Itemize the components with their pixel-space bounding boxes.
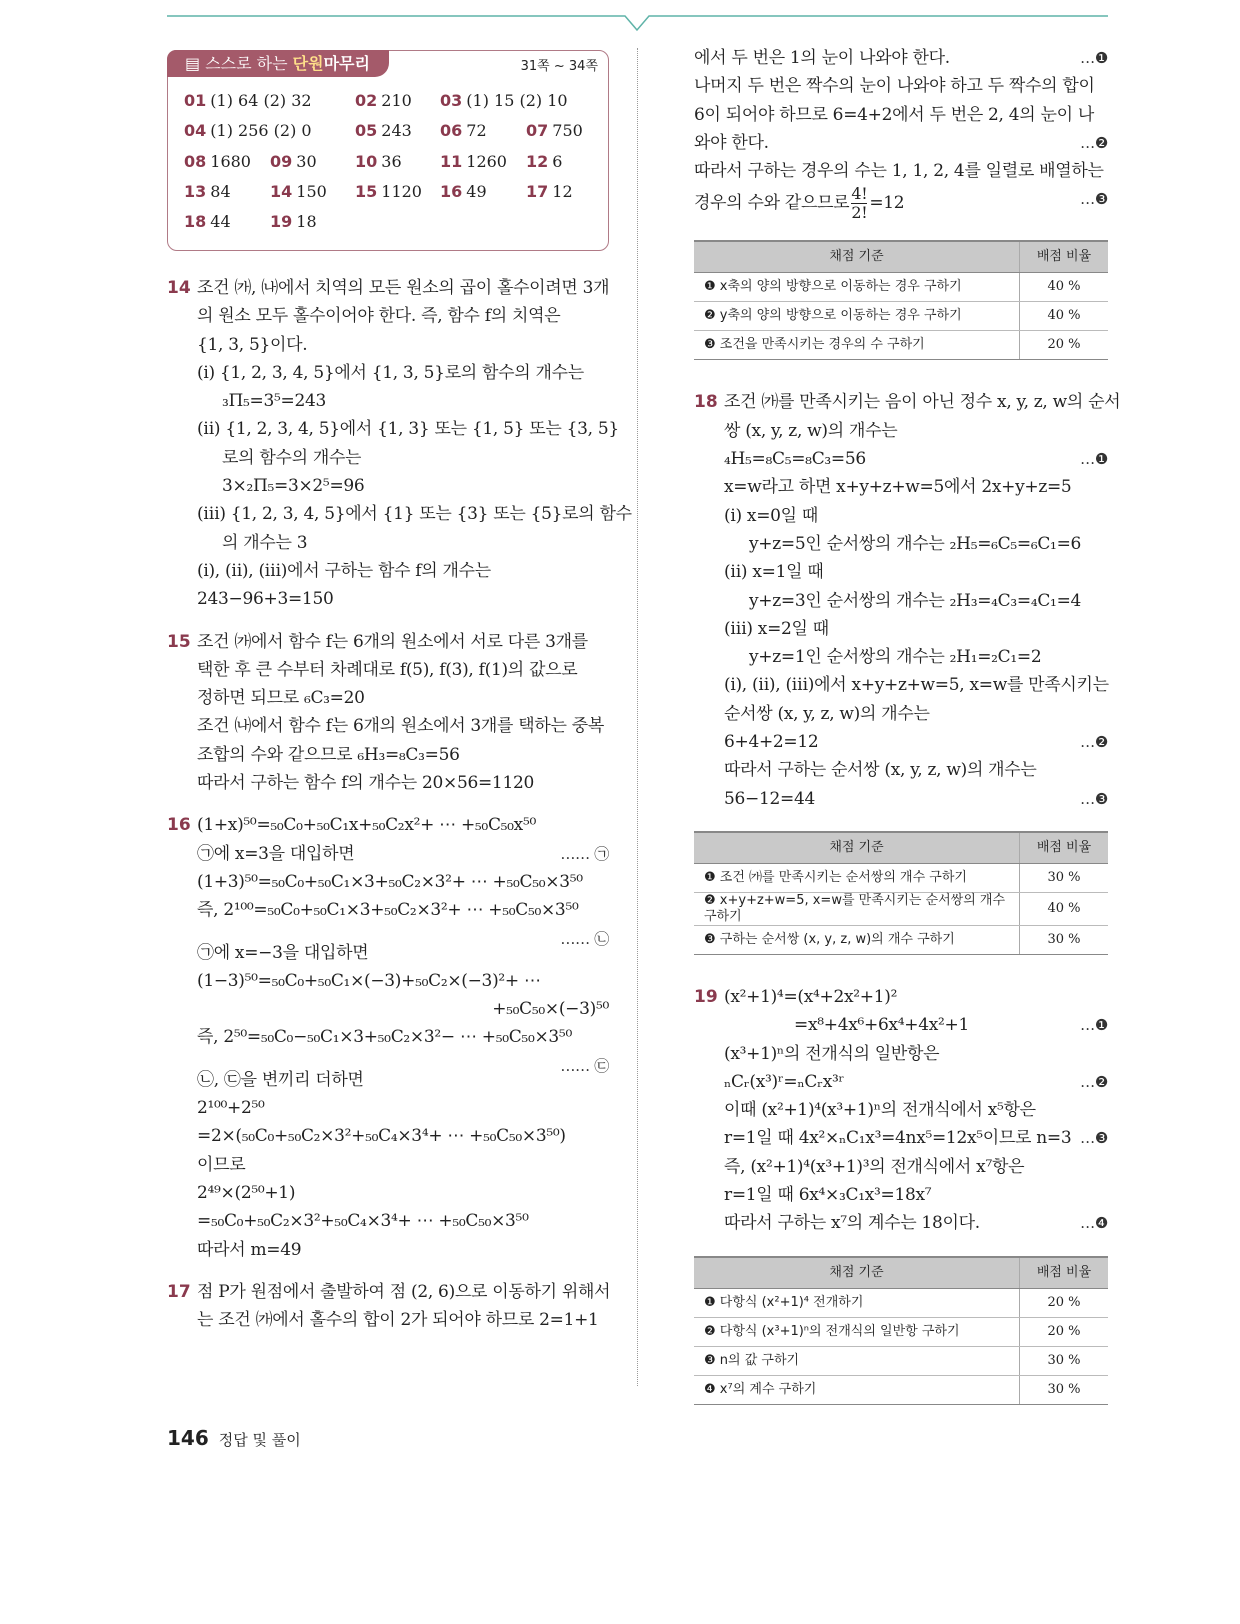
solution-block — [694, 388, 1121, 812]
line-text: 에서 두 번은 1의 눈이 나와야 한다. — [694, 48, 950, 68]
answer-number: 11 — [440, 151, 463, 171]
answer-item — [270, 182, 327, 201]
text-line — [694, 157, 1108, 185]
table-row — [694, 1317, 1108, 1346]
text-line — [167, 557, 609, 585]
criterion-cell: ❸ 조건을 만족시키는 경우의 수 구하기 — [694, 331, 1020, 360]
answer-value: (1) 256 (2) 0 — [210, 121, 312, 141]
text-line — [167, 656, 609, 684]
text-line — [694, 473, 1108, 501]
line-text: 조건 ㈎를 만족시키는 음이 아닌 정수 x, y, z, w의 순서 — [724, 392, 1121, 413]
answer-number: 05 — [355, 121, 378, 141]
line-text: 의 개수는 3 — [222, 532, 308, 553]
answer-value: 750 — [552, 121, 583, 141]
answer-value: 210 — [381, 91, 412, 110]
line-text: ₄H₅=₈C₅=₈C₃=56 — [724, 449, 866, 470]
text-line — [167, 387, 609, 415]
ratio-cell: 20 % — [1020, 331, 1109, 360]
text-line — [167, 444, 609, 472]
fraction — [851, 185, 867, 222]
answer-item — [184, 91, 312, 110]
ratio-cell: 40 % — [1020, 273, 1109, 302]
problem-number: 18 — [694, 392, 718, 413]
text-line — [694, 417, 1108, 445]
line-text: 따라서 구하는 x⁷의 계수는 18이다. — [724, 1213, 980, 1234]
spacer — [167, 1052, 609, 1066]
criterion-cell: ❷ x+y+z+w=5, x=w를 만족시키는 순서쌍의 개수 구하기 — [694, 892, 1020, 925]
text-line — [694, 1181, 1108, 1209]
answer-item — [355, 91, 412, 110]
line-text: 택한 후 큰 수부터 차례대로 f(5), f(3), f(1)의 값으로 — [197, 659, 578, 680]
problem-number: 19 — [694, 986, 718, 1007]
step-marker: …❸ — [1080, 1129, 1108, 1148]
answer-number: 02 — [355, 91, 378, 110]
answer-number: 10 — [355, 151, 378, 171]
text-line — [167, 1179, 609, 1207]
ratio-cell: 30 % — [1020, 1375, 1109, 1404]
page-footer — [167, 1426, 301, 1450]
criterion-cell: ❹ x⁷의 계수 구하기 — [694, 1375, 1020, 1404]
ratio-cell: 40 % — [1020, 892, 1109, 925]
text-line — [694, 700, 1108, 728]
line-text: 조건 ㈎, ㈏에서 치역의 모든 원소의 곱이 홀수이려면 3개 — [197, 278, 610, 298]
text-line — [694, 129, 1108, 157]
text-line — [167, 840, 609, 868]
line-text: (1+3)⁵⁰=₅₀C₀+₅₀C₁×3+₅₀C₂×3²+ ⋯ +₅₀C₅₀×3⁵⁰ — [197, 871, 583, 892]
line-text: 경우의 수와 같으므로 — [694, 193, 850, 214]
line-text: 조건 ㈎에서 함수 f는 6개의 원소에서 서로 다른 3개를 — [197, 631, 588, 652]
step-marker: …❸ — [1080, 789, 1108, 808]
step-marker: …… ㉢ — [560, 1056, 609, 1075]
line-text: (ⅲ) x=2일 때 — [724, 618, 829, 639]
text-line — [694, 44, 1108, 72]
text-line — [167, 359, 609, 387]
step-marker: …❶ — [1080, 450, 1108, 469]
line-text-after: =12 — [869, 193, 905, 214]
line-text: (ⅱ) {1, 2, 3, 4, 5}에서 {1, 3} 또는 {1, 5} 또는 {3, 5} — [197, 419, 619, 440]
text-line — [694, 530, 1108, 558]
table-row — [694, 1288, 1108, 1317]
grading-table — [694, 240, 1108, 360]
answer-item — [184, 121, 312, 140]
solution-block — [694, 983, 1108, 1238]
grading-table — [694, 831, 1108, 955]
answer-number: 07 — [526, 121, 549, 141]
line-text: 따라서 m=49 — [197, 1239, 302, 1260]
table-row — [694, 892, 1108, 925]
ratio-cell: 40 % — [1020, 302, 1109, 331]
text-line — [167, 684, 609, 712]
text-line — [694, 388, 1121, 416]
text-line — [167, 769, 609, 797]
step-marker: …❷ — [1080, 733, 1108, 752]
line-text: 243−96+3=150 — [197, 589, 334, 610]
answer-item — [270, 152, 317, 171]
ratio-cell: 20 % — [1020, 1288, 1109, 1317]
text-line — [167, 1066, 609, 1094]
criterion-cell: ❷ 다항식 (x³+1)ⁿ의 전개식의 일반항 구하기 — [694, 1317, 1020, 1346]
text-line — [694, 785, 1108, 813]
text-line — [167, 331, 609, 359]
line-text: 2¹⁰⁰+2⁵⁰ — [197, 1098, 265, 1119]
answer-summary-box — [167, 50, 609, 251]
answer-number: 13 — [184, 181, 207, 201]
text-line — [694, 558, 1108, 586]
line-text: 와야 한다. — [694, 132, 769, 153]
text-line — [167, 529, 609, 557]
table-row — [694, 273, 1108, 302]
answer-value: 30 — [296, 151, 317, 171]
text-line — [694, 185, 1108, 222]
right-column — [694, 44, 1121, 1433]
line-text: (ⅰ) {1, 2, 3, 4, 5}에서 {1, 3, 5}로의 함수의 개수는 — [197, 362, 584, 383]
text-line — [694, 983, 1108, 1011]
text-line — [694, 1209, 1108, 1237]
criterion-cell: ❸ 구하는 순서쌍 (x, y, z, w)의 개수 구하기 — [694, 925, 1020, 954]
line-text: (1−3)⁵⁰=₅₀C₀+₅₀C₁×(−3)+₅₀C₂×(−3)²+ ⋯ — [197, 970, 541, 991]
fraction-denominator: 2! — [851, 203, 868, 223]
text-line — [694, 445, 1108, 473]
text-line — [694, 671, 1108, 699]
line-text: r=1일 때 6x⁴×₃C₁x³=18x⁷ — [724, 1185, 932, 1206]
text-line — [167, 811, 609, 839]
text-line — [167, 939, 609, 967]
answer-value: (1) 64 (2) 32 — [210, 91, 312, 110]
line-text: 순서쌍 (x, y, z, w)의 개수는 — [724, 703, 930, 724]
answer-number: 09 — [270, 151, 293, 171]
table-row — [694, 302, 1108, 331]
answer-value: 72 — [466, 121, 487, 141]
text-line — [694, 1068, 1108, 1096]
step-marker: …❹ — [1080, 1214, 1108, 1233]
text-line — [694, 1011, 1108, 1039]
answer-item — [526, 121, 583, 140]
step-marker: …… ㉡ — [560, 929, 609, 948]
answer-item — [184, 212, 231, 231]
answer-item — [440, 152, 507, 171]
table-header-ratio: 배점 비율 — [1020, 832, 1109, 864]
answer-value: (1) 15 (2) 10 — [466, 91, 568, 110]
text-line — [167, 585, 609, 613]
answer-number: 12 — [526, 151, 549, 171]
line-text: r=1일 때 4x²×ₙC₁x³=4nx⁵=12x⁵이므로 n=3 — [724, 1128, 1072, 1149]
line-text: 조합의 수와 같으므로 ₆H₃=₈C₃=56 — [197, 744, 460, 765]
text-line — [167, 274, 609, 302]
line-text: 정하면 되므로 ₆C₃=20 — [197, 688, 365, 709]
text-line — [167, 472, 609, 500]
step-marker: …❶ — [1080, 1016, 1108, 1035]
answer-value: 243 — [381, 121, 412, 141]
line-text: (x²+1)⁴=(x⁴+2x²+1)² — [724, 986, 898, 1007]
solution-block — [167, 628, 609, 798]
answer-item — [526, 152, 562, 171]
criterion-cell: ❶ 조건 ㈎를 만족시키는 순서쌍의 개수 구하기 — [694, 863, 1020, 892]
answer-number: 17 — [526, 181, 549, 201]
answer-value: 84 — [210, 181, 231, 201]
answer-number: 03 — [440, 91, 463, 110]
answer-value: 44 — [210, 212, 231, 232]
text-line — [167, 712, 609, 740]
page-range: 31쪽 ~ 34쪽 — [520, 59, 598, 74]
line-text: x=w라고 하면 x+y+z+w=5에서 2x+y+z=5 — [724, 477, 1072, 498]
text-line — [694, 587, 1108, 615]
left-column — [167, 274, 632, 1334]
text-line — [694, 1040, 1108, 1068]
table-header-criterion: 채점 기준 — [694, 241, 1020, 273]
text-line — [694, 756, 1108, 784]
fraction-numerator: 4! — [851, 184, 868, 204]
text-line — [167, 741, 609, 769]
ratio-cell: 30 % — [1020, 863, 1109, 892]
table-row — [694, 331, 1108, 360]
answer-number: 18 — [184, 212, 207, 232]
answer-number: 08 — [184, 151, 207, 171]
line-text: ㉠에 x=−3을 대입하면 — [197, 942, 369, 963]
line-text: +₅₀C₅₀×(−3)⁵⁰ — [492, 999, 609, 1020]
text-line — [694, 72, 1108, 100]
line-text: 6+4+2=12 — [724, 732, 819, 753]
line-text: y+z=3인 순서쌍의 개수는 ₂H₃=₄C₃=₄C₁=4 — [749, 590, 1082, 611]
answer-number: 14 — [270, 181, 293, 201]
text-line — [694, 643, 1108, 671]
text-line — [167, 1207, 609, 1235]
column-divider — [637, 48, 638, 1386]
line-text: =₅₀C₀+₅₀C₂×3²+₅₀C₄×3⁴+ ⋯ +₅₀C₅₀×3⁵⁰ — [197, 1211, 529, 1232]
answer-number: 04 — [184, 121, 207, 141]
text-line — [694, 728, 1108, 756]
text-line — [167, 1122, 609, 1150]
answer-item — [355, 121, 412, 140]
text-line — [167, 1236, 609, 1264]
answer-number: 16 — [440, 181, 463, 201]
spacer — [167, 925, 609, 939]
footer-title: 정답 및 풀이 — [218, 1431, 301, 1449]
problem-number: 15 — [167, 631, 191, 652]
answer-value: 12 — [552, 181, 573, 201]
header-rule — [167, 14, 1108, 34]
problem-number: 16 — [167, 815, 191, 836]
line-text: (ⅰ), (ⅱ), (ⅲ)에서 x+y+z+w=5, x=w를 만족시키는 — [724, 675, 1109, 696]
table-header-criterion: 채점 기준 — [694, 832, 1020, 864]
text-line — [694, 1124, 1108, 1152]
step-marker: …❶ — [1080, 49, 1108, 67]
answer-item — [440, 182, 487, 201]
answer-number: 19 — [270, 212, 293, 232]
text-line — [167, 868, 609, 896]
criterion-cell: ❸ n의 값 구하기 — [694, 1346, 1020, 1375]
table-header-ratio: 배점 비율 — [1020, 1257, 1109, 1289]
line-text: 3×₂Π₅=3×2⁵=96 — [222, 476, 365, 497]
line-text: 즉, 2¹⁰⁰=₅₀C₀+₅₀C₁×3+₅₀C₂×3²+ ⋯ +₅₀C₅₀×3⁵⁰ — [197, 900, 579, 921]
text-line — [694, 502, 1108, 530]
line-text: 는 조건 ㈎에서 홀수의 합이 2가 되어야 하므로 2=1+1 — [197, 1310, 599, 1331]
text-line — [167, 500, 632, 528]
step-marker: …❸ — [1080, 190, 1108, 209]
table-header-criterion: 채점 기준 — [694, 1257, 1020, 1289]
answer-item — [184, 182, 231, 201]
line-text: y+z=5인 순서쌍의 개수는 ₂H₅=₆C₅=₆C₁=6 — [749, 533, 1082, 554]
text-line — [694, 101, 1108, 129]
solution-block — [167, 1278, 609, 1335]
answer-box-title: ▤ 스스로 하는 단원마무리 — [167, 50, 389, 77]
line-text: 2⁴⁹×(2⁵⁰+1) — [197, 1182, 296, 1203]
answer-item — [355, 182, 422, 201]
answer-number: 01 — [184, 91, 207, 110]
line-text: 로의 함수의 개수는 — [222, 447, 362, 468]
answer-value: 1680 — [210, 151, 251, 171]
step-marker: …❷ — [1080, 1072, 1108, 1091]
text-line — [167, 1023, 609, 1051]
step-marker: …❷ — [1080, 133, 1108, 152]
line-text: (ⅱ) x=1일 때 — [724, 562, 824, 583]
line-text: (1+x)⁵⁰=₅₀C₀+₅₀C₁x+₅₀C₂x²+ ⋯ +₅₀C₅₀x⁵⁰ — [197, 815, 537, 836]
ratio-cell: 20 % — [1020, 1317, 1109, 1346]
answer-value: 49 — [466, 181, 487, 201]
answer-item — [184, 152, 251, 171]
answer-value: 1260 — [466, 151, 507, 171]
answer-item — [270, 212, 317, 231]
text-line — [167, 628, 609, 656]
line-text: =x⁸+4x⁶+6x⁴+4x²+1 — [794, 1015, 969, 1036]
line-text: 따라서 구하는 경우의 수는 1, 1, 2, 4를 일렬로 배열하는 — [694, 161, 1104, 182]
line-text: (ⅲ) {1, 2, 3, 4, 5}에서 {1} 또는 {3} 또는 {5}로의 함수 — [197, 504, 632, 525]
line-text: 점 P가 원점에서 출발하여 점 (2, 6)으로 이동하기 위해서 — [197, 1281, 611, 1302]
answer-item — [355, 152, 402, 171]
line-text: 56−12=44 — [724, 788, 815, 809]
answer-item — [440, 91, 568, 110]
answer-value: 6 — [552, 151, 563, 171]
line-text: {1, 3, 5}이다. — [197, 334, 308, 355]
answer-item — [440, 121, 487, 140]
answer-number: 06 — [440, 121, 463, 141]
criterion-cell: ❷ y축의 양의 방향으로 이동하는 경우 구하기 — [694, 302, 1020, 331]
line-text: 의 원소 모두 홀수이어야 한다. 즉, 함수 f의 치역은 — [197, 306, 561, 327]
ratio-cell: 30 % — [1020, 1346, 1109, 1375]
answer-item — [526, 182, 573, 201]
table-row — [694, 1346, 1108, 1375]
answer-value: 1120 — [381, 181, 422, 201]
line-text: 조건 ㈏에서 함수 f는 6개의 원소에서 3개를 택하는 중복 — [197, 716, 604, 737]
line-text: 쌍 (x, y, z, w)의 개수는 — [724, 420, 898, 441]
text-line — [167, 1306, 609, 1334]
text-line — [167, 415, 619, 443]
line-text: (ⅰ) x=0일 때 — [724, 505, 819, 526]
solution-block — [167, 274, 632, 614]
table-row — [694, 1375, 1108, 1404]
line-text: 6이 되어야 하므로 6=4+2에서 두 번은 2, 4의 눈이 나 — [694, 104, 1094, 125]
line-text: 즉, 2⁵⁰=₅₀C₀−₅₀C₁×3+₅₀C₂×3²− ⋯ +₅₀C₅₀×3⁵⁰ — [197, 1027, 572, 1048]
criterion-cell: ❶ x축의 양의 방향으로 이동하는 경우 구하기 — [694, 273, 1020, 302]
line-text: 따라서 구하는 함수 f의 개수는 20×56=1120 — [197, 773, 534, 794]
step-marker: …… ㉠ — [560, 844, 609, 863]
line-text: 이므로 — [197, 1154, 246, 1175]
text-line — [167, 1094, 609, 1122]
answer-value: 36 — [381, 151, 402, 171]
text-line — [694, 615, 1108, 643]
text-line — [167, 1278, 609, 1306]
line-text: ㉡, ㉢을 변끼리 더하면 — [197, 1069, 364, 1090]
answer-value: 150 — [296, 181, 327, 201]
table-row — [694, 863, 1108, 892]
line-text: ₙCᵣ(x³)ʳ=ₙCᵣx³ʳ — [724, 1071, 845, 1092]
problem-number: 14 — [167, 278, 191, 298]
text-line — [167, 302, 609, 330]
problem-number: 17 — [167, 1281, 191, 1302]
line-text: 이때 (x²+1)⁴(x³+1)ⁿ의 전개식에서 x⁵항은 — [724, 1100, 1036, 1121]
text-line — [694, 1153, 1108, 1181]
line-text: 따라서 구하는 순서쌍 (x, y, z, w)의 개수는 — [724, 760, 1037, 781]
book-icon: ▤ — [185, 54, 206, 73]
table-header-ratio: 배점 비율 — [1020, 241, 1109, 273]
line-text: (ⅰ), (ⅱ), (ⅲ)에서 구하는 함수 f의 개수는 — [197, 560, 491, 581]
line-text: y+z=1인 순서쌍의 개수는 ₂H₁=₂C₁=2 — [749, 647, 1042, 668]
line-text: 나머지 두 번은 짝수의 눈이 나와야 하고 두 짝수의 합이 — [694, 76, 1095, 97]
line-text: ₃Π₅=3⁵=243 — [222, 391, 327, 412]
text-line — [167, 1151, 609, 1179]
page-number: 146 — [167, 1426, 209, 1450]
answer-number: 15 — [355, 181, 378, 201]
answer-value: 18 — [296, 212, 317, 232]
grading-table — [694, 1256, 1108, 1405]
criterion-cell: ❶ 다항식 (x²+1)⁴ 전개하기 — [694, 1288, 1020, 1317]
table-row — [694, 925, 1108, 954]
ratio-cell: 30 % — [1020, 925, 1109, 954]
line-text: =2×(₅₀C₀+₅₀C₂×3²+₅₀C₄×3⁴+ ⋯ +₅₀C₅₀×3⁵⁰) — [197, 1126, 566, 1147]
text-line — [167, 995, 609, 1023]
solution-block — [167, 811, 609, 1263]
line-text: ㉠에 x=3을 대입하면 — [197, 843, 355, 864]
text-line — [694, 1096, 1108, 1124]
text-line — [167, 896, 609, 924]
line-text: (x³+1)ⁿ의 전개식의 일반항은 — [724, 1043, 940, 1064]
line-text: 즉, (x²+1)⁴(x³+1)³의 전개식에서 x⁷항은 — [724, 1156, 1025, 1177]
text-line — [167, 967, 609, 995]
